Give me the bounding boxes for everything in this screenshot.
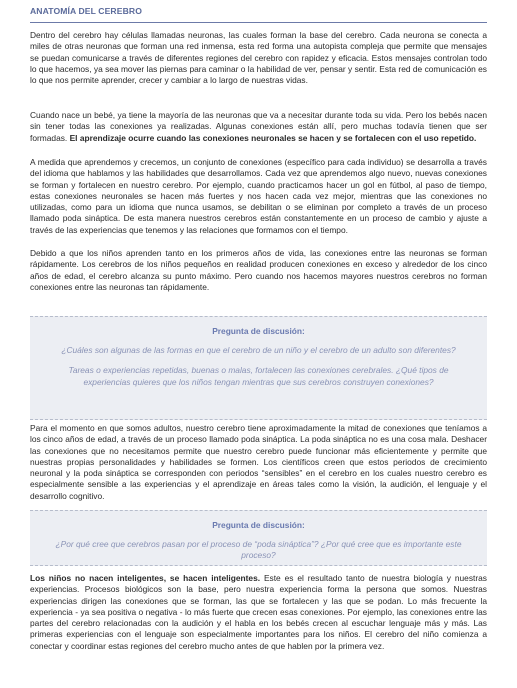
discussion-box-2 <box>30 510 487 566</box>
title-divider <box>30 22 487 23</box>
discussion-heading: Pregunta de discusión: <box>212 326 305 336</box>
paragraph-children-intelligence <box>30 573 487 652</box>
paragraph-intelligence-text: Este es el resultado tanto de nuestra biología y nuestras experiencias. Procesos biológicos son la base, pero nuestra experiencia forma la persona que somos. Nuestras experiencias dirigen las conexiones que se forman, las que se fortalecen y las que se podan. Lo más frecuente la experiencia - ya sea positiva o negativa - lo más fuerte que crecen esas conexiones. Por ejemplo, las conexiones entre las partes del cerebro relacionadas con la audición y el habla en los bebés crecen al escuchar lenguaje más y más. Las primeras experiencias con el lenguaje son especialmente importantes para los niños. El cerebro del niño comienza a conectar y coordinar estas regiones del cerebro mucho antes de que hablen por la primera vez. <box>30 573 487 651</box>
section-title: ANATOMÍA DEL CEREBRO <box>30 6 142 16</box>
paragraph-neurons: Dentro del cerebro hay células llamadas neuronas, las cuales forman la base del cerebro. Cada neurona se conecta a miles de otras neuronas que forman una red inmensa, esta red forma una autopista compleja que permite que mensajes se puedan comunicarse a través de diferentes regiones del cerebro con rapidez y eficacia. Estos mensajes controlan todo lo que hacemos, ya sea mover las piernas para caminar o la habilidad de ver, pensar y sentir. Esta red de comunicación es lo que nos permite aprender, crecer y cambiar a lo largo de nuestras vidas. <box>30 30 487 86</box>
learning-emphasis: El aprendizaje ocurre cuando las conexiones neuronales se hacen y se fortalecen con el uso repetido. <box>69 132 477 143</box>
discussion-question: ¿Por qué cree que cerebros pasan por el proceso de “poda sináptica”? ¿Por qué cree que es importante este proceso? <box>55 539 462 561</box>
paragraph-learning-growth: A medida que aprendemos y crecemos, un conjunto de conexiones (específico para cada individuo) se desarrolla a través del idioma que hablamos y las habilidades que desarrollamos. Cada vez que aprendemos algo nuevo, nuevas conexiones se forman y fortalecen en nuestro cerebro. Por ejemplo, cuando practicamos hacer un gol en fútbol, al paso de tiempo, estas conexiones neuronales se hacen más fuertes y nos hacen cada vez mejor, mientras que las conexiones no utilizadas, como para un idioma que nunca usamos, se debilitan o se eliminan por completo a través de un proceso llamado poda sináptica. De esta manera nuestros cerebros están constantemente en un proceso de cambio y ajuste a través de las experiencias que tenemos y las relaciones que formamos con el tiempo. <box>30 157 487 235</box>
paragraph-baby-connections <box>30 110 487 144</box>
intelligence-emphasis: Los niños no nacen inteligentes, se hacen inteligentes. <box>30 573 261 583</box>
discussion-question: Tareas o experiencias repetidas, buenas o malas, fortalecen las conexiones cerebrales. ¿Qué tipos de experiencias quieres que los niños tengan mientras que sus cerebros construyen conexiones? <box>68 365 449 387</box>
paragraph-baby-text: Cuando nace un bebé, ya tiene la mayoría de las neuronas que va a necesitar durante toda su vida. Pero los bebés nacen sin tener todas las conexiones ya realizadas. Algunas conexiones están allí, pero muchas todavía tienen que ser formadas. <box>30 110 487 143</box>
paragraph-synaptic-pruning: Para el momento en que somos adultos, nuestro cerebro tiene aproximadamente la mitad de conexiones que teníamos a los cinco años de edad, a través de un proceso llamado poda sináptica. La poda sináptica no es una cosa mala. Deshacer las conexiones que no necesitamos permite que nuestro cerebro puede funcionar más eficientemente y permite que nuestras propias personalidades y habilidades se formen. Los científicos creen que estos periodos de crecimiento neuronal y la poda sináptica se corresponden con periodos “sensibles” en el cerebro en los cuales nuestro cerebro es especialmente sensible a las experiencias y el aprendizaje en áreas tales como la visión, la audición, el lenguaje y el desarrollo cognitivo. <box>30 423 487 501</box>
discussion-question: ¿Cuáles son algunas de las formas en que el cerebro de un niño y el cerebro de un adulto son diferentes? <box>61 345 456 355</box>
discussion-heading: Pregunta de discusión: <box>212 520 305 530</box>
discussion-box-1 <box>30 316 487 420</box>
paragraph-early-years: Debido a que los niños aprenden tanto en los primeros años de vida, las conexiones entre las neuronas se forman rápidamente. Los cerebros de los niños pequeños en realidad producen conexiones en exceso y alrededor de los cinco años de edad, el cerebro alcanza su punto máximo. Pero cuando nos hacemos mayores nuestros cerebros no forman conexiones entre las neuronas tan rápidamente. <box>30 248 487 292</box>
